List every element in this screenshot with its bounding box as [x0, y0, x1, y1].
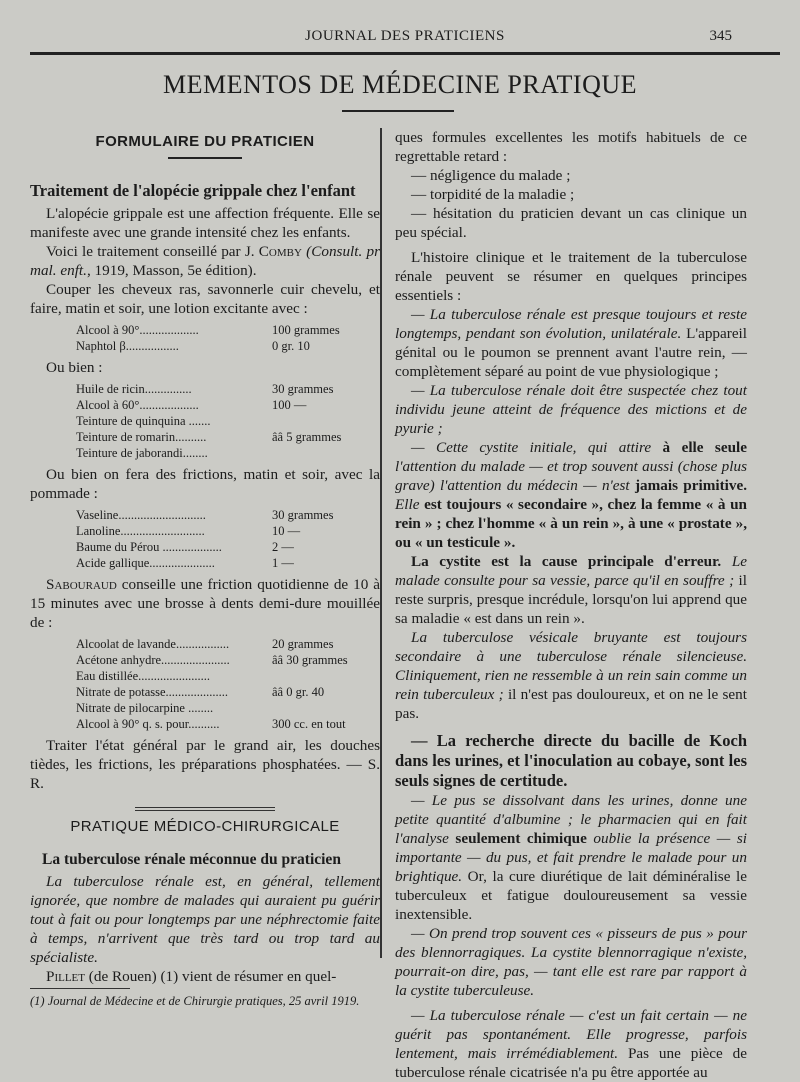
section-separator	[135, 807, 275, 811]
recipe-line: Naphtol β................. 0 gr. 10	[76, 339, 310, 353]
recipe-line: Vaseline............................ 30 grammes	[76, 508, 334, 522]
recipe-pommade	[76, 507, 356, 571]
paragraph: Voici le traitement conseillé par J. Comby (Consult. pr mal. enft., 1919, Masson, 5e édition).	[30, 243, 381, 279]
paragraph: Pillet (de Rouen) (1) vient de résumer en quel-	[46, 968, 337, 985]
list-item: — hésitation du praticien devant un cas clinique un peu spécial.	[395, 205, 747, 241]
paragraph: L'alopécie grippale est une affection fréquente. Elle se manifeste avec une grande intensité chez les enfants.	[30, 205, 380, 241]
paragraph: La tuberculose rénale est, en général, tellement ignorée, que nombre de malades qui auraient pu guérir tout à fait ou pour longtemps par une néphrectomie faite à temps, n'arrivent que très tard ou trop tard au spécialiste.	[30, 873, 380, 966]
recipe-line: Teinture de quinquina .......	[76, 414, 211, 428]
title-rule	[342, 110, 454, 112]
recipe-line: Nitrate de potasse.................... ââ 0 gr. 40	[76, 685, 325, 699]
recipe-line: Eau distillée.......................	[76, 669, 211, 683]
paragraph: — La tuberculose rénale — c'est un fait certain — ne guérit pas spontanément. Elle progresse, parfois lentement, mais irrémédiablement. Pas une pièce de tuberculose rénale cicatrisée n'a pu être apportée au	[395, 1007, 747, 1081]
page-title: MEMENTOS DE MÉDECINE PRATIQUE	[162, 70, 638, 99]
paragraph: Sabouraud conseille une friction quotidienne de 10 à 15 minutes avec une brosse à dents demi-dure mouillée de :	[30, 576, 380, 631]
paragraph: L'histoire clinique et le traitement de la tuberculose rénale peuvent se résumer en quelques principes essentiels :	[395, 249, 747, 304]
paragraph: La cystite est la cause principale d'erreur. Le malade consulte pour sa vessie, parce qu'il en souffre ; il reste surpris, presque incrédule, lorsqu'on lui apprend que sa maladie « est dans un rein ».	[395, 553, 747, 627]
recipe-line: Teinture de romarin.......... ââ 5 grammes	[76, 430, 342, 444]
article-heading-alopecie: Traitement de l'alopécie grippale chez l'enfant	[30, 181, 356, 200]
recipe-huile	[76, 381, 356, 461]
paragraph: ques formules excellentes les motifs habituels de ce regrettable retard :	[395, 129, 747, 165]
paragraph: — Cette cystite initiale, qui attire à elle seule l'attention du malade — et trop souvent aussi (chose plus grave) l'attention du médecin — n'est jamais primitive. Elle est toujours « secondaire », chez la femme « à un rein » ; chez l'homme « à un rein », à une « prostate », ou « un testicule ».	[395, 439, 747, 551]
section-rule	[168, 157, 242, 159]
recipe-line: Baume du Pérou ................... 2 —	[76, 540, 294, 554]
paragraph: — La tuberculose rénale doit être suspectée chez tout individu jeune atteint de fréquence des mictions et de pyurie ;	[395, 382, 747, 437]
paragraph: La tuberculose vésicale bruyante est toujours secondaire à une tuberculose rénale silencieuse. Cliniquement, rien ne ressemble à un rein sain comme un rein tuberculeux ; il n'est pas douloureux, et on ne le sent pas.	[395, 629, 747, 722]
column-divider	[380, 128, 382, 958]
footnote-rule	[30, 988, 130, 989]
article-heading-tuberculose: La tuberculose rénale méconnue du praticien	[42, 851, 341, 868]
recipe-line: Alcoolat de lavande................. 20 grammes	[76, 637, 334, 651]
recipe-line: Acétone anhydre...................... ââ 30 grammes	[76, 653, 348, 667]
right-column	[395, 128, 747, 1082]
paragraph: Couper les cheveux ras, savonnerle cuir chevelu, et faire, matin et soir, une lotion excitante avec :	[30, 281, 380, 317]
recipe-line: Lanoline........................... 10 —	[76, 524, 301, 538]
page-number: 345	[709, 28, 732, 44]
header-rule	[30, 52, 780, 55]
section-heading-pratique: PRATIQUE MÉDICO-CHIRURGICALE	[70, 818, 340, 835]
footnote: (1) Journal de Médecine et de Chirurgie pratiques, 25 avril 1919.	[30, 994, 360, 1008]
recipe-lotion	[76, 322, 356, 354]
list-item: — torpidité de la maladie ;	[411, 186, 575, 203]
paragraph: Ou bien on fera des frictions, matin et soir, avec la pommade :	[30, 466, 380, 502]
recipe-line: Acide gallique..................... 1 —	[76, 556, 294, 570]
recipe-line: Teinture de jaborandi........	[76, 446, 208, 460]
recipe-line: Nitrate de pilocarpine ........	[76, 701, 214, 715]
left-column	[30, 128, 380, 1009]
recipe-friction	[76, 636, 356, 732]
paragraph: — La tuberculose rénale est presque toujours et reste longtemps, pendant son évolution, unilatérale. L'appareil génital ou le poumon se prennent avant l'autre rein, — complètement séparé au point de vue physiologique ;	[395, 306, 747, 380]
paragraph: Traiter l'état général par le grand air, les douches tièdes, les frictions, les préparations phosphatées. — S. R.	[30, 737, 380, 792]
paragraph: — On prend trop souvent ces « pisseurs de pus » pour des blennorragiques. La cystite blennorragique n'existe, pourrait-on dire, pas, — tant elle est rare par rapport à la cystite tuberculeuse.	[395, 925, 747, 999]
running-head	[30, 26, 780, 48]
recipe-line: Alcool à 90°................... 100 grammes	[76, 323, 340, 337]
paragraph-emphasis: — La recherche directe du bacille de Koch dans les urines, et l'inoculation au cobaye, sont les seuls signes de certitude.	[395, 731, 747, 790]
journal-title: JOURNAL DES PRATICIENS	[305, 28, 505, 44]
list-item: — négligence du malade ;	[411, 167, 571, 184]
paragraph: Ou bien :	[46, 359, 103, 376]
recipe-line: Alcool à 60°................... 100 —	[76, 398, 307, 412]
recipe-line: Alcool à 90° q. s. pour.......... 300 cc. en tout	[76, 717, 346, 731]
paragraph: — Le pus se dissolvant dans les urines, donne une petite quantité d'albumine ; le pharmacien qui en fait l'analyse seulement chimique oublie la présence — si importante — du pus, et fait prendre le malade pour un brightique. Or, la cure diurétique de lait déminéralise le tuberculeux et fatigue douloureusement sa vessie inextensible.	[395, 792, 747, 923]
recipe-line: Huile de ricin............... 30 grammes	[76, 382, 334, 396]
section-heading-formulaire: FORMULAIRE DU PRATICIEN	[95, 133, 315, 150]
